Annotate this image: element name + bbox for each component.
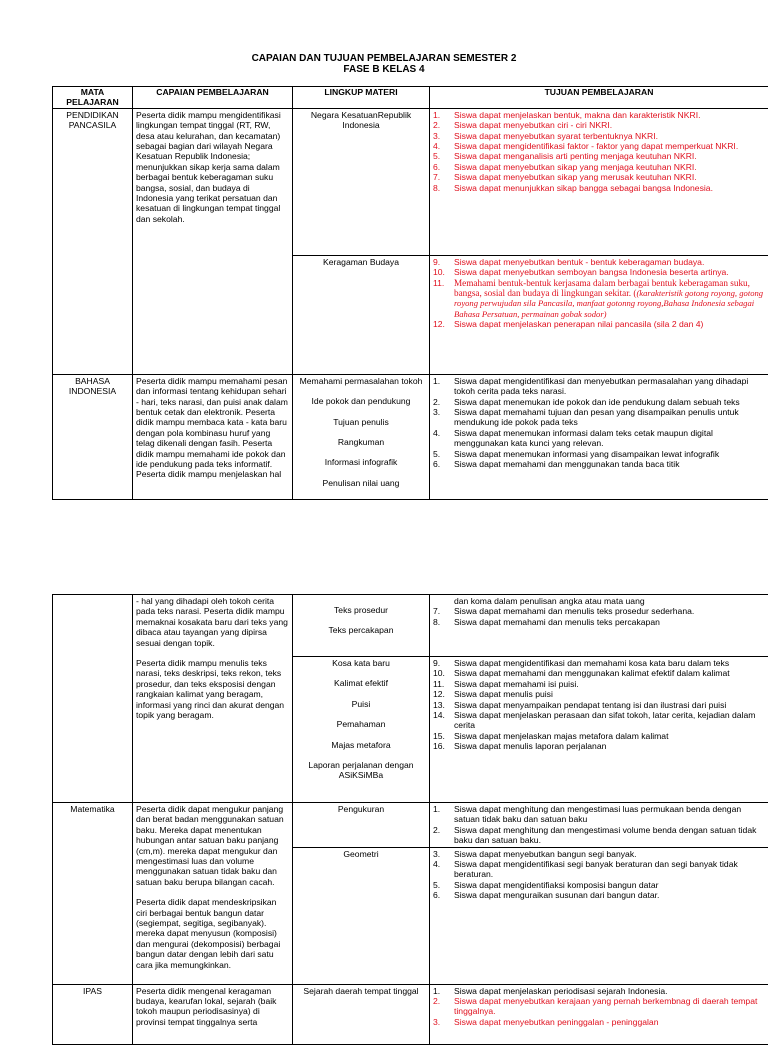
materi-item: Puisi [296, 699, 426, 709]
goal-list [433, 986, 765, 1028]
materi-cell [293, 595, 430, 657]
col-header-subject: MATA PELAJARAN [53, 87, 133, 109]
materi-cell: Geometri [293, 847, 430, 984]
goal-item: 4. Siswa dapat mengidentifikasi faktor - faktor yang dapat memperkuat NKRI. [433, 141, 765, 151]
table-row [53, 108, 768, 255]
goal-item: 3. Siswa dapat menyebutkan peninggalan - peninggalan [433, 1017, 765, 1027]
goal-item: 1. Siswa dapat menghitung dan mengestimasi luas permukaan benda dengan satuan tidak baku dan satuan baku [433, 804, 765, 825]
capaian-cell: Peserta didik mampu mengidentifikasi lingkungan tempat tinggal (RT, RW, desa atau kelurahan, dan kecamatan) sebagai bagian dari wilayah Negara Kesatuan Republik Indonesia; menunjukkan sikap kerja sama dalam berbagai bentuk keberagaman suku bangsa, sosial, dan budaya di Indonesia yang terikat persatuan dan kesatuan di lingkungan tempat tinggal dan sekolah. [133, 108, 293, 374]
goal-item: 2. Siswa dapat menemukan ide pokok dan ide pendukung dalam sebuah teks [433, 397, 765, 407]
goal-item: 5. Siswa dapat menganalisis arti penting menjaga keutuhan NKRI. [433, 151, 765, 161]
subject-cell: PENDIDIKAN PANCASILA [53, 108, 133, 374]
goal-item: 6. Siswa dapat memahami dan menggunakan tanda baca titik [433, 459, 765, 469]
materi-item: Kosa kata baru [296, 658, 426, 668]
goal-item: 10. Siswa dapat memahami dan menggunakan kalimat efektif dalam kalimat [433, 668, 765, 678]
materi-item: Ide pokok dan pendukung [296, 396, 426, 406]
goal-item: 11. Memahami bentuk-bentuk kerjasama dalam berbagai bentuk keberagaman suku, bangsa, sosial dan budaya di lingkungan sekitar. ((karakteristik gotong royong, gotong royong perwujudan sila Pancasila, manfaat gotonng royong,Bahasa Indonesia sebagai Bahasa Persatuan, permainan gobak sodor) [433, 278, 765, 320]
goal-list [433, 257, 765, 330]
goal-list [433, 110, 765, 193]
page-title: CAPAIAN DAN TUJUAN PEMBELAJARAN SEMESTER 2 [0, 53, 768, 64]
tujuan-cell [430, 984, 768, 1044]
goal-item: 2. Siswa dapat menyebutkan kerajaan yang pernah berkembnag di daerah tempat tinggalnya. [433, 996, 765, 1017]
table-row [53, 803, 768, 848]
materi-cell: Keragaman Budaya [293, 255, 430, 374]
subject-cell: IPAS [53, 984, 133, 1044]
materi-item: Tujuan penulis [296, 417, 426, 427]
capaian-cell: Peserta didik mengenal keragaman budaya, kearufan lokal, sejarah (baik tokoh maupun periodisasinya) di provinsi tempat tinggalnya serta [133, 984, 293, 1044]
cp-tp-table-page2 [52, 594, 768, 1045]
goal-item: 7. Siswa dapat menyebutkan sikap yang merusak keutuhan NKRI. [433, 172, 765, 182]
tujuan-cell [430, 108, 768, 255]
goal-item: 9. Siswa dapat menyebutkan bentuk - bentuk keberagaman budaya. [433, 257, 765, 267]
col-header-capaian: CAPAIAN PEMBELAJARAN [133, 87, 293, 109]
capaian-cell: - hal yang dihadapi oleh tokoh cerita pada teks narasi. Peserta didik mampu memaknai kosakata baru dari teks yang dibaca atau tayangan yang dipirsa sesuai dengan topik. Peserta didik mampu menulis teks narasi, teks deskripsi, teks rekon, teks prosedur, dan teks eksposisi dengan rangkaian kalimat yang beragam, informasi yang rinci dan akurat dengan topik yang beragam. [133, 595, 293, 803]
table-row [53, 595, 768, 657]
goal-item: 14. Siswa dapat menjelaskan perasaan dan sifat tokoh, latar cerita, kejadian dalam cerita [433, 710, 765, 731]
goal-item: 3. Siswa dapat memahami tujuan dan pesan yang disampaikan penulis untuk mendukung ide pokok pada teks [433, 407, 765, 428]
materi-cell: Sejarah daerah tempat tinggal [293, 984, 430, 1044]
goal-item: 5. Siswa dapat mengidentifiaksi komposisi bangun datar [433, 880, 765, 890]
table-header-row [53, 87, 768, 109]
goal-item: 8. Siswa dapat menunjukkan sikap bangga sebagai bangsa Indonesia. [433, 183, 765, 193]
goal-item: 6. Siswa dapat menyebutkan sikap yang menjaga keutuhan NKRI. [433, 162, 765, 172]
materi-item: Memahami permasalahan tokoh [296, 376, 426, 386]
goal-item: 1. Siswa dapat menjelaskan bentuk, makna dan karakteristik NKRI. [433, 110, 765, 120]
tujuan-cell [430, 803, 768, 848]
goal-item: 9. Siswa dapat mengidentifikasi dan memahami kosa kata baru dalam teks [433, 658, 765, 668]
goal-item: 11. Siswa dapat memahami isi puisi. [433, 679, 765, 689]
subject-cell: Matematika [53, 803, 133, 985]
materi-item: Laporan perjalanan dengan ASiKSiMBa [296, 760, 426, 781]
materi-cell [293, 374, 430, 499]
tujuan-cell [430, 255, 768, 374]
table-row [53, 374, 768, 499]
capaian-cell: Peserta didik dapat mengukur panjang dan berat badan menggunakan satuan baku. Mereka dapat menentukan hubungan antar satuan baku panjang (cm,m). mereka dapat mengukur dan mengestimasi luas dan volume menggunakan satuan tidak baku dan satuan baku berupa bilangan cacah. Peserta didik dapat mendeskripsikan ciri berbagai bentuk bangun datar (segiempat, segitiga, segibanyak). mereka dapat menyusun (komposisi) dan mengurai (dekomposisi) berbagai bangun datar dengan lebih dari satu cara jika memungkinkan. [133, 803, 293, 985]
table-row [53, 984, 768, 1044]
materi-item: Kalimat efektif [296, 678, 426, 688]
materi-item: Teks prosedur [296, 605, 426, 615]
goal-item: 1. Siswa dapat mengidentifikasi dan menyebutkan permasalahan yang dihadapi tokoh cerita pada teks narasi. [433, 376, 765, 397]
goal-item: 3. Siswa dapat menyebutkan bangun segi banyak. [433, 849, 765, 859]
materi-item: Penulisan nilai uang [296, 478, 426, 488]
materi-cell [293, 657, 430, 803]
goal-item: 6. Siswa dapat menguraikan susunan dari bangun datar. [433, 890, 765, 900]
materi-item: Teks percakapan [296, 625, 426, 635]
goal-list [433, 849, 765, 901]
goal-item: 2. Siswa dapat menyebutkan ciri - ciri NKRI. [433, 120, 765, 130]
goal-item: 12. Siswa dapat menulis puisi [433, 689, 765, 699]
col-header-tujuan: TUJUAN PEMBELAJARAN [430, 87, 768, 109]
materi-item: Pemahaman [296, 719, 426, 729]
tujuan-cell [430, 595, 768, 657]
col-header-materi: LINGKUP MATERI [293, 87, 430, 109]
goal-item: 15. Siswa dapat menjelaskan majas metafora dalam kalimat [433, 731, 765, 741]
materi-cell: Pengukuran [293, 803, 430, 848]
subject-cell: BAHASA INDONESIA [53, 374, 133, 499]
goal-item: 1. Siswa dapat menjelaskan periodisasi sejarah Indonesia. [433, 986, 765, 996]
goal-continuation: dan koma dalam penulisan angka atau mata uang [433, 596, 765, 606]
goal-item: 16. Siswa dapat menulis laporan perjalanan [433, 741, 765, 751]
goal-item: 2. Siswa dapat menghitung dan mengestimasi volume benda dengan satuan tidak baku dan satuan baku. [433, 825, 765, 846]
goal-item: 8. Siswa dapat memahami dan menulis teks percakapan [433, 617, 765, 627]
goal-list [433, 376, 765, 470]
goal-item: 12. Siswa dapat menjelaskan penerapan nilai pancasila (sila 2 dan 4) [433, 319, 765, 329]
tujuan-cell [430, 847, 768, 984]
goal-item: 13. Siswa dapat menyampaikan pendapat tentang isi dan ilustrasi dari puisi [433, 700, 765, 710]
subject-cell-empty [53, 595, 133, 803]
page-subtitle: FASE B KELAS 4 [0, 64, 768, 75]
goal-list [433, 658, 765, 752]
goal-item: 4. Siswa dapat mengidentifikasi segi banyak beraturan dan segi banyak tidak beraturan. [433, 859, 765, 880]
materi-item: Rangkuman [296, 437, 426, 447]
materi-cell: Negara KesatuanRepublik Indonesia [293, 108, 430, 255]
goal-item: 3. Siswa dapat menyebutkan syarat terbentuknya NKRI. [433, 131, 765, 141]
materi-item: Informasi infografik [296, 457, 426, 467]
goal-item: 10. Siswa dapat menyebutkan semboyan bangsa Indonesia beserta artinya. [433, 267, 765, 277]
tujuan-cell [430, 657, 768, 803]
goal-list [433, 606, 765, 627]
goal-item: 7. Siswa dapat memahami dan menulis teks prosedur sederhana. [433, 606, 765, 616]
tujuan-cell [430, 374, 768, 499]
goal-item: 4. Siswa dapat menemukan informasi dalam teks cetak maupun digital menggunakan kata kunci yang relevan. [433, 428, 765, 449]
goal-item: 5. Siswa dapat menemukan informasi yang disampaikan lewat infografik [433, 449, 765, 459]
materi-item: Majas metafora [296, 740, 426, 750]
cp-tp-table-page1 [52, 86, 768, 500]
capaian-cell: Peserta didik mampu memahami pesan dan informasi tentang kehidupan sehari - hari, teks narasi, dan puisi anak dalam bentuk cetak dan elektronik. Peserta didik mampu membaca kata - kata baru dengan pola kombinasu huruf yang telag dikenali dengan fasih. Peserta didik mampu memahami ide pokok dan ide pendukung pada teks informatif. Peserta didik mampu menjelaskan hal [133, 374, 293, 499]
goal-list [433, 804, 765, 846]
